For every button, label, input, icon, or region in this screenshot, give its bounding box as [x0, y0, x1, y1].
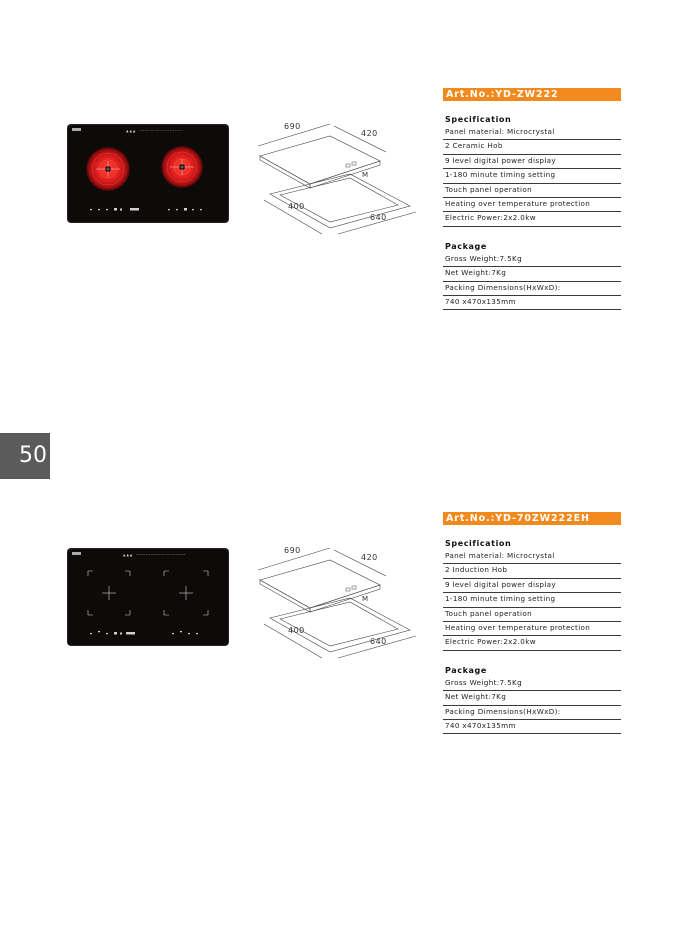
- page-number: 50: [0, 433, 50, 479]
- package-heading: Package: [445, 665, 487, 675]
- dim-cutout-width: 640: [370, 213, 387, 222]
- cutout-diagram-icon: [250, 540, 420, 660]
- brand-logo-icon: [72, 552, 81, 555]
- right-burner-icon: [161, 146, 203, 188]
- spec-item: Panel material: Microcrystal: [443, 126, 621, 140]
- dim-mark: M: [362, 171, 369, 179]
- package-item: Packing Dimensions(HxWxD):: [443, 706, 621, 720]
- specification-heading: Specification: [445, 115, 512, 124]
- package-list: [443, 253, 621, 311]
- dim-cutout-width: 640: [370, 637, 387, 646]
- dim-width-top: 690: [284, 546, 301, 555]
- package-item: Packing Dimensions(HxWxD):: [443, 282, 621, 296]
- package-item: Net Weight:7Kg: [443, 691, 621, 705]
- specification-list: [443, 550, 621, 651]
- dim-depth-right: 420: [361, 129, 378, 138]
- dimension-drawing: [250, 116, 420, 236]
- dim-mark: M: [362, 595, 369, 603]
- package-item: 740 x470x135mm: [443, 720, 621, 734]
- package-heading: Package: [445, 241, 487, 251]
- induction-hob-illustration: [68, 549, 228, 645]
- spec-item: Touch panel operation: [443, 184, 621, 198]
- touch-controls-icon: [90, 208, 202, 211]
- package-list: [443, 677, 621, 735]
- ceramic-hob-illustration: [68, 125, 228, 222]
- specification-list: [443, 126, 621, 227]
- product-ceramic-hob: [0, 88, 690, 338]
- left-burner-icon: [86, 147, 130, 191]
- cutout-diagram-icon: [250, 116, 420, 236]
- package-item: Net Weight:7Kg: [443, 267, 621, 281]
- specification-heading: Specification: [445, 539, 512, 548]
- spec-item: 1-180 minute timing setting: [443, 169, 621, 183]
- spec-item: Heating over temperature protection: [443, 198, 621, 212]
- brand-logo-icon: [72, 128, 81, 131]
- spec-panel: [443, 88, 621, 310]
- touch-controls-icon: [90, 631, 198, 635]
- spec-item: Heating over temperature protection: [443, 622, 621, 636]
- package-item: 740 x470x135mm: [443, 296, 621, 310]
- spec-item: 2 Ceramic Hob: [443, 140, 621, 154]
- article-number: Art.No.:YD-ZW222: [443, 88, 621, 101]
- dimension-drawing: [250, 540, 420, 660]
- spec-item: 1-180 minute timing setting: [443, 593, 621, 607]
- spec-item: 2 Induction Hob: [443, 564, 621, 578]
- ceramic-hob-photo: [68, 125, 228, 222]
- left-zone-icon: [88, 571, 130, 615]
- spec-item: Electric Power:2x2.0kw: [443, 636, 621, 650]
- dim-depth-right: 420: [361, 553, 378, 562]
- spec-item: Panel material: Microcrystal: [443, 550, 621, 564]
- right-zone-icon: [164, 571, 208, 615]
- spec-panel: [443, 512, 621, 734]
- package-item: Gross Weight:7.5Kg: [443, 253, 621, 267]
- spec-item: 9 level digital power display: [443, 155, 621, 169]
- dim-width-top: 690: [284, 122, 301, 131]
- induction-hob-photo: [68, 549, 228, 645]
- package-item: Gross Weight:7.5Kg: [443, 677, 621, 691]
- spec-item: 9 level digital power display: [443, 579, 621, 593]
- dim-cutout-depth: 400: [288, 626, 305, 635]
- dim-cutout-depth: 400: [288, 202, 305, 211]
- svg-text:▲ ▲ ▲: ▲ ▲ ▲: [123, 553, 133, 557]
- spec-item: Touch panel operation: [443, 608, 621, 622]
- svg-text:▲ ▲ ▲: ▲ ▲ ▲: [126, 129, 136, 133]
- article-number: Art.No.:YD-70ZW222EH: [443, 512, 621, 525]
- spec-item: Electric Power:2x2.0kw: [443, 212, 621, 226]
- product-induction-hob: [0, 512, 690, 762]
